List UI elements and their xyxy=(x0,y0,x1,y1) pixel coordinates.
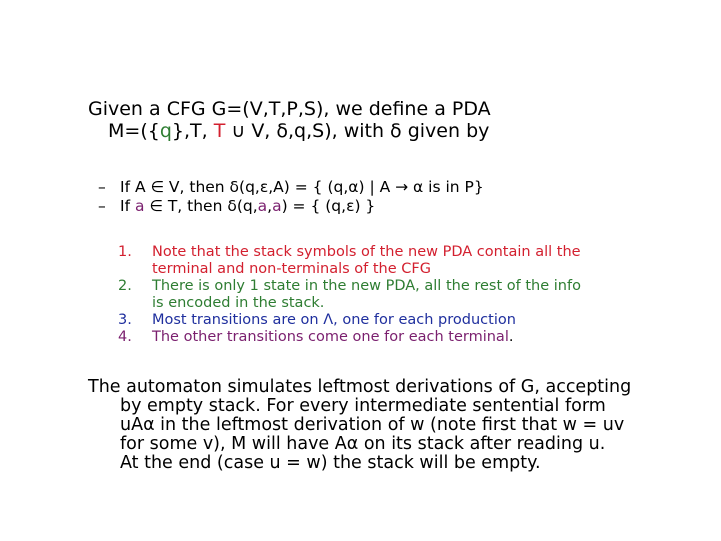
terminal-a: a xyxy=(272,197,282,215)
title-line-2-mid: },T, xyxy=(171,120,214,142)
rule-text-start: If xyxy=(120,197,135,215)
paragraph-line-2: by empty stack. For every intermediate sentential form xyxy=(120,396,606,416)
note-item-4 xyxy=(118,329,581,346)
note-line: Most transitions are on Λ, one for each production xyxy=(152,312,516,328)
title-line-2 xyxy=(88,120,491,142)
notes-list xyxy=(118,244,581,346)
note-number: 4. xyxy=(118,329,132,345)
dash-bullet: – xyxy=(98,178,106,196)
note-item-3 xyxy=(118,312,581,329)
state-q: q xyxy=(159,120,172,142)
transition-rules xyxy=(98,178,484,216)
note-number: 2. xyxy=(118,278,132,294)
note-period: . xyxy=(508,329,514,345)
paragraph-line-5: At the end (case u = w) the stack will be empty. xyxy=(120,453,541,473)
paragraph-line-4: for some v), M will have Aα on its stack after reading u. xyxy=(120,434,606,454)
note-item-1 xyxy=(118,244,581,278)
note-line: There is only 1 state in the new PDA, all the rest of the info xyxy=(152,278,581,294)
title-line-1: Given a CFG G=(V,T,P,S), we define a PDA xyxy=(88,98,491,120)
note-line: terminal and non-terminals of the CFG xyxy=(152,261,431,277)
rule-terminal xyxy=(98,197,484,216)
title-line-2-end: ∪ V, δ,q,S), with δ given by xyxy=(225,120,490,142)
note-number: 1. xyxy=(118,244,132,260)
rule-text: If A ∈ V, then δ(q,ε,A) = { (q,α) | A → α is in P} xyxy=(120,178,484,196)
note-line xyxy=(152,329,581,346)
terminal-a: a xyxy=(134,197,145,215)
rule-text-end: ) = { (q,ε) } xyxy=(281,197,376,215)
title-line-2-start: M=({ xyxy=(108,120,160,142)
note-line: is encoded in the stack. xyxy=(152,295,325,311)
explanation-paragraph xyxy=(88,378,631,473)
terminal-a: a xyxy=(257,197,268,215)
note-number: 3. xyxy=(118,312,132,328)
note-item-2 xyxy=(118,278,581,312)
rule-text-mid: ∈ T, then δ(q, xyxy=(144,197,258,215)
rule-text-sep: , xyxy=(267,197,273,215)
note-line: Note that the stack symbols of the new PDA contain all the xyxy=(152,244,581,260)
note-text: The other transitions come one for each terminal xyxy=(152,329,509,345)
slide-title xyxy=(88,98,491,142)
dash-bullet: – xyxy=(98,197,106,215)
rule-nonterminal xyxy=(98,178,484,197)
terminal-set-T: T xyxy=(213,120,226,142)
paragraph-line-1: The automaton simulates leftmost derivations of G, accepting xyxy=(88,377,632,397)
paragraph-line-3: uAα in the leftmost derivation of w (note first that w = uv xyxy=(120,415,625,435)
